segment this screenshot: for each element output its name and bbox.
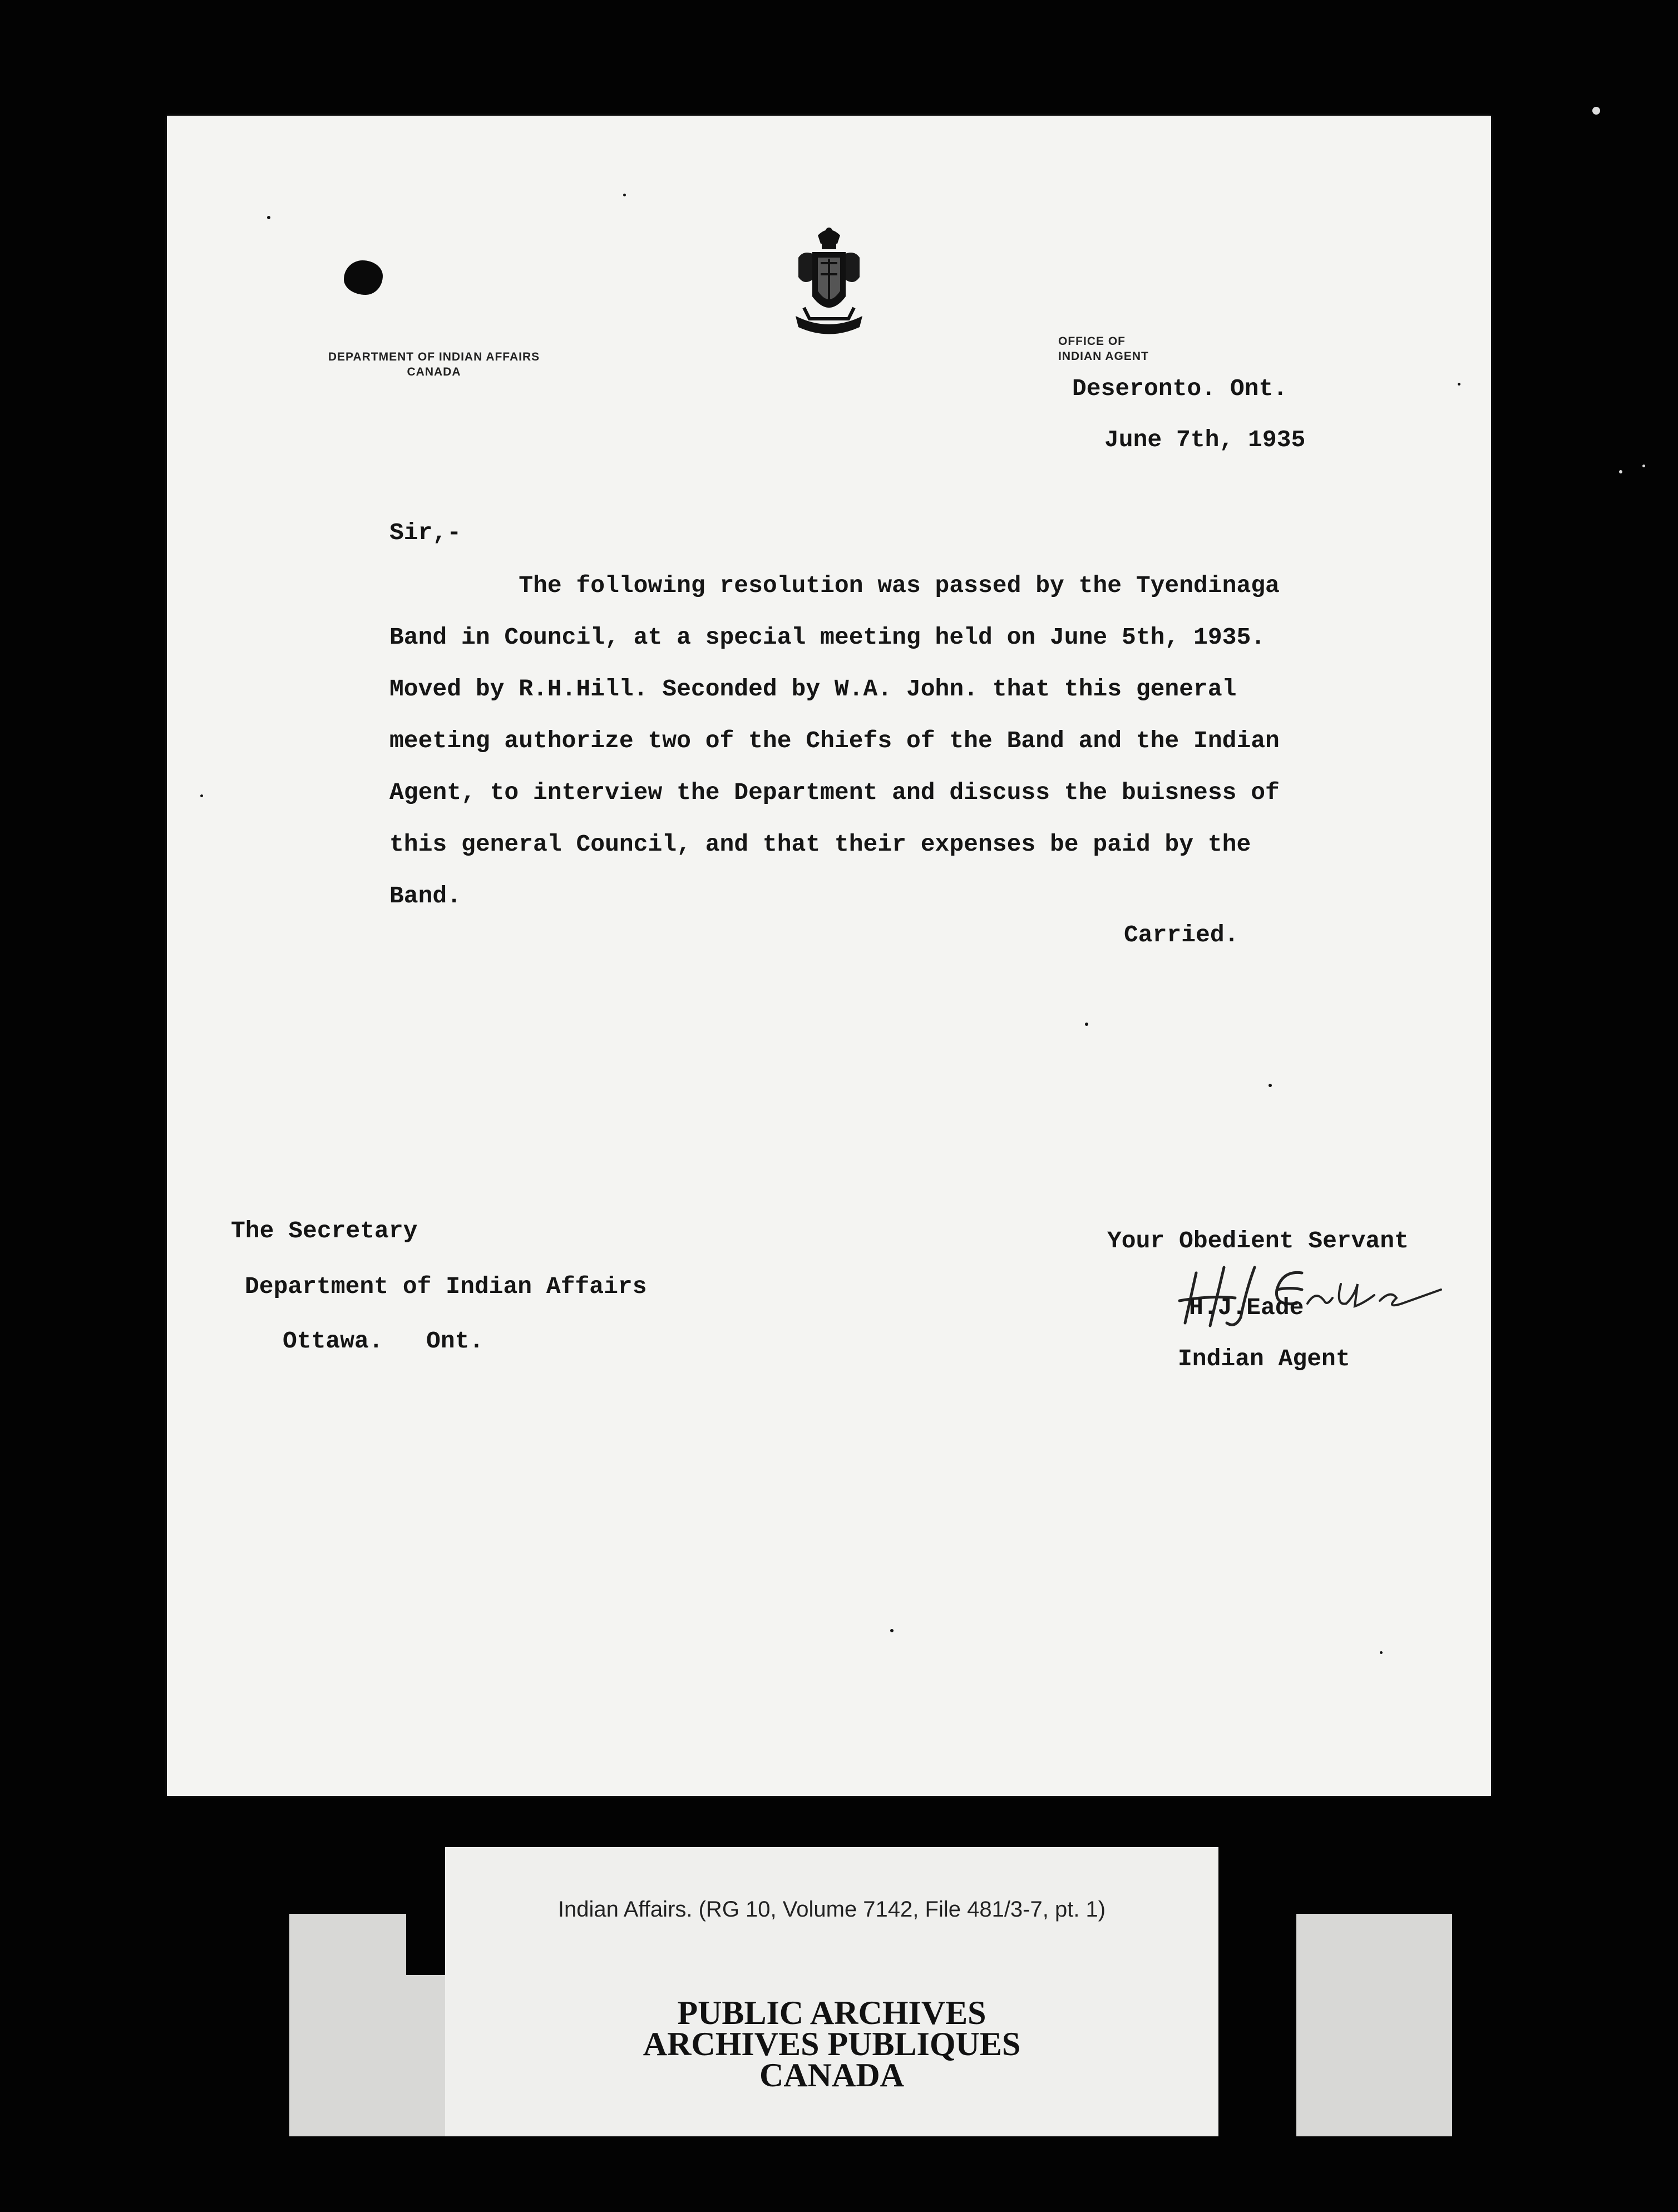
signer-name: H.J.Eade	[1189, 1294, 1304, 1321]
letterhead-department	[267, 349, 601, 379]
carried-note: Carried.	[1124, 921, 1239, 949]
film-speck	[1642, 465, 1645, 467]
letterhead-office	[1058, 334, 1149, 364]
archive-reference: Indian Affairs. (RG 10, Volume 7142, File 481/3-7, pt. 1)	[557, 1897, 1106, 1922]
film-speck	[1592, 107, 1600, 115]
ink-blot	[344, 260, 383, 295]
body-line: Moved by R.H.Hill. Seconded by W.A. John. that this general	[389, 675, 1237, 703]
paper-speck	[1458, 383, 1460, 386]
salutation: Sir,-	[389, 519, 462, 546]
addressee-line: The Secretary	[231, 1217, 418, 1245]
paper-speck	[1085, 1023, 1088, 1026]
body-line: Band in Council, at a special meeting held on June 5th, 1935.	[389, 624, 1266, 651]
archive-card-right-tab	[1296, 1914, 1452, 2136]
card-notch	[1218, 1914, 1257, 1975]
letter-date: June 7th, 1935	[1104, 426, 1306, 453]
paper-speck	[200, 794, 203, 797]
country-line: CANADA	[407, 366, 461, 378]
office-line: INDIAN AGENT	[1058, 350, 1149, 363]
stamp-line: ARCHIVES PUBLIQUES	[643, 2026, 1021, 2062]
addressee-line: Department of Indian Affairs	[245, 1273, 647, 1300]
body-line: Band.	[389, 882, 462, 910]
addressee-line: Ottawa. Ont.	[283, 1327, 484, 1355]
stamp-line: CANADA	[759, 2057, 904, 2094]
paper-speck	[1269, 1084, 1272, 1087]
paper-speck	[890, 1629, 894, 1632]
body-line: meeting authorize two of the Chiefs of the Band and the Indian	[389, 727, 1280, 754]
handwritten-signature	[1163, 1251, 1474, 1334]
closing-line: Your Obedient Servant	[1107, 1227, 1409, 1255]
paper-speck	[623, 194, 626, 196]
signer-title: Indian Agent	[1178, 1345, 1350, 1372]
letter-sheet	[167, 116, 1491, 1796]
body-line: The following resolution was passed by the Tyendinaga	[389, 572, 1280, 599]
film-speck	[1619, 470, 1622, 473]
royal-coat-of-arms-icon	[787, 224, 871, 341]
paper-speck	[267, 216, 270, 219]
paper-speck	[1380, 1651, 1383, 1654]
letter-place: Deseronto. Ont.	[1072, 375, 1288, 402]
department-line: DEPARTMENT OF INDIAN AFFAIRS	[328, 350, 540, 363]
card-notch	[406, 1914, 445, 1975]
archives-stamp	[445, 1994, 1218, 2094]
stamp-line: PUBLIC ARCHIVES	[677, 1994, 986, 2031]
office-line: OFFICE OF	[1058, 335, 1126, 348]
body-line: this general Council, and that their expenses be paid by the	[389, 831, 1251, 858]
body-line: Agent, to interview the Department and discuss the buisness of	[389, 779, 1280, 806]
